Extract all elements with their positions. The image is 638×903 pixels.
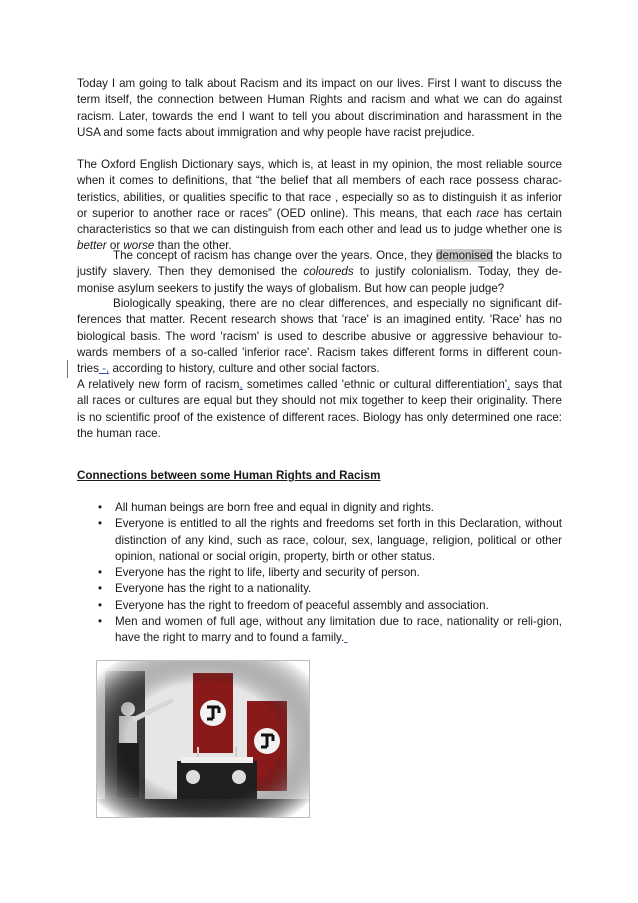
trailing-change-mark [344,631,347,644]
list-item [77,565,562,581]
list-item [77,500,562,516]
concept-text [77,248,562,297]
concept-paragraph [77,248,562,297]
bullet-icon: • [97,615,103,629]
list-item-text: Men and women of full age, without any limitation due to race, nationality or reli-gion, have the right to marry and to found a family. [115,615,562,645]
oed-worse-italic: worse [123,239,155,253]
list-item [77,581,562,597]
concept-text-part3: to justify colonialism. Today, they de-monise asylum seekers to justify the ways of globalism. But how can people judge? [77,265,562,295]
list-item [77,614,562,647]
bullet-icon: • [97,582,103,596]
list-item [77,598,562,614]
bullet-icon: • [97,517,103,531]
oed-race-italic: race [476,206,499,220]
oed-better-italic: better [77,239,107,253]
change-bar [67,360,68,378]
biology-text-part1: Biologically speaking, there are no clear differences, and especially no significant dif-ferences that matter. Recent research shows that 'race' is an imagined entity. 'Race' has no biological basis. The word 'racism' is used to describe abusive or aggressive behaviour to-wards members of a so-called 'inferior race'. Racism takes different forms in different coun-tries [77,297,562,376]
new-form-paragraph [77,377,562,442]
oed-paragraph [77,157,562,255]
list-item-text: Everyone has the right to life, liberty and security of person. [115,566,420,580]
oed-or-word: or [106,239,124,253]
tracked-comma-1: , [239,378,243,391]
bullet-icon: • [97,501,103,514]
list-item-text: Everyone has the right to a nationality. [115,582,312,596]
photo-icon [97,661,309,817]
biology-paragraph [77,296,562,377]
biology-text-part2: according to history, culture and other social factors. [109,362,380,376]
photo [96,660,310,818]
new-form-text [77,377,562,442]
list-item-text: All human beings are born free and equal in dignity and rights. [115,501,435,514]
highlighted-word: demonised [436,249,493,262]
section-heading: Connections between some Human Rights and Racism [77,469,381,482]
biology-text [77,296,562,377]
oed-text-part2: has certain characteristics so that we can distinguish from each other and lead us to judge whether one is [77,206,562,237]
concept-text-part1: The concept of racism has change over the years. Once, they [113,249,437,262]
oed-text [77,157,562,255]
list-item [77,516,562,565]
new-form-text-part3: says that all races or cultures are equal but they should not mix together to keep their originality. There is no scientific proof of the existence of different races. Biology has only determined one race: the human race. [77,378,562,440]
tracked-change-mark: -, [98,362,110,376]
bullet-icon: • [97,598,103,612]
concept-text-part2: the blacks to justify slavery. Then they demonised the [77,249,563,279]
oed-text-part3: than the other. [154,239,232,253]
tracked-comma-2: , [507,378,511,391]
list-item-text: Everyone has the right to freedom of peaceful assembly and association. [115,598,489,612]
list-item-text: Everyone is entitled to all the rights and freedoms set forth in this Declaration, without distinction of any kind, such as race, colour, sex, language, religion, political or other opinion, national or social origin, property, birth or other status. [115,517,562,563]
new-form-text-part1: A relatively new form of racism [77,378,240,391]
bullet-icon: • [97,566,103,580]
coloureds-italic: coloureds [303,265,354,279]
new-form-text-part2: sometimes called 'ethnic or cultural differentiation' [242,378,508,391]
intro-text: Today I am going to talk about Racism and its impact on our lives. First I want to discuss the term itself, the connection between Human Rights and racism and what we can do against racism. Later, towards the end I want to tell you about discrimination and harassment in the USA and some facts about immigration and why people have racist prejudice. [77,77,562,139]
oed-text-part1: The Oxford English Dictionary says, which is, at least in my opinion, the most reliable source when it comes to definitions, that “the belief that all members of each race possess charac-teristics, abilities, or qualities specific to that race , especially so as to distinguish it as inferior or superior to another race or races” (OED online). This means, that each [77,158,562,220]
rights-list [77,500,562,647]
intro-paragraph [77,76,562,141]
